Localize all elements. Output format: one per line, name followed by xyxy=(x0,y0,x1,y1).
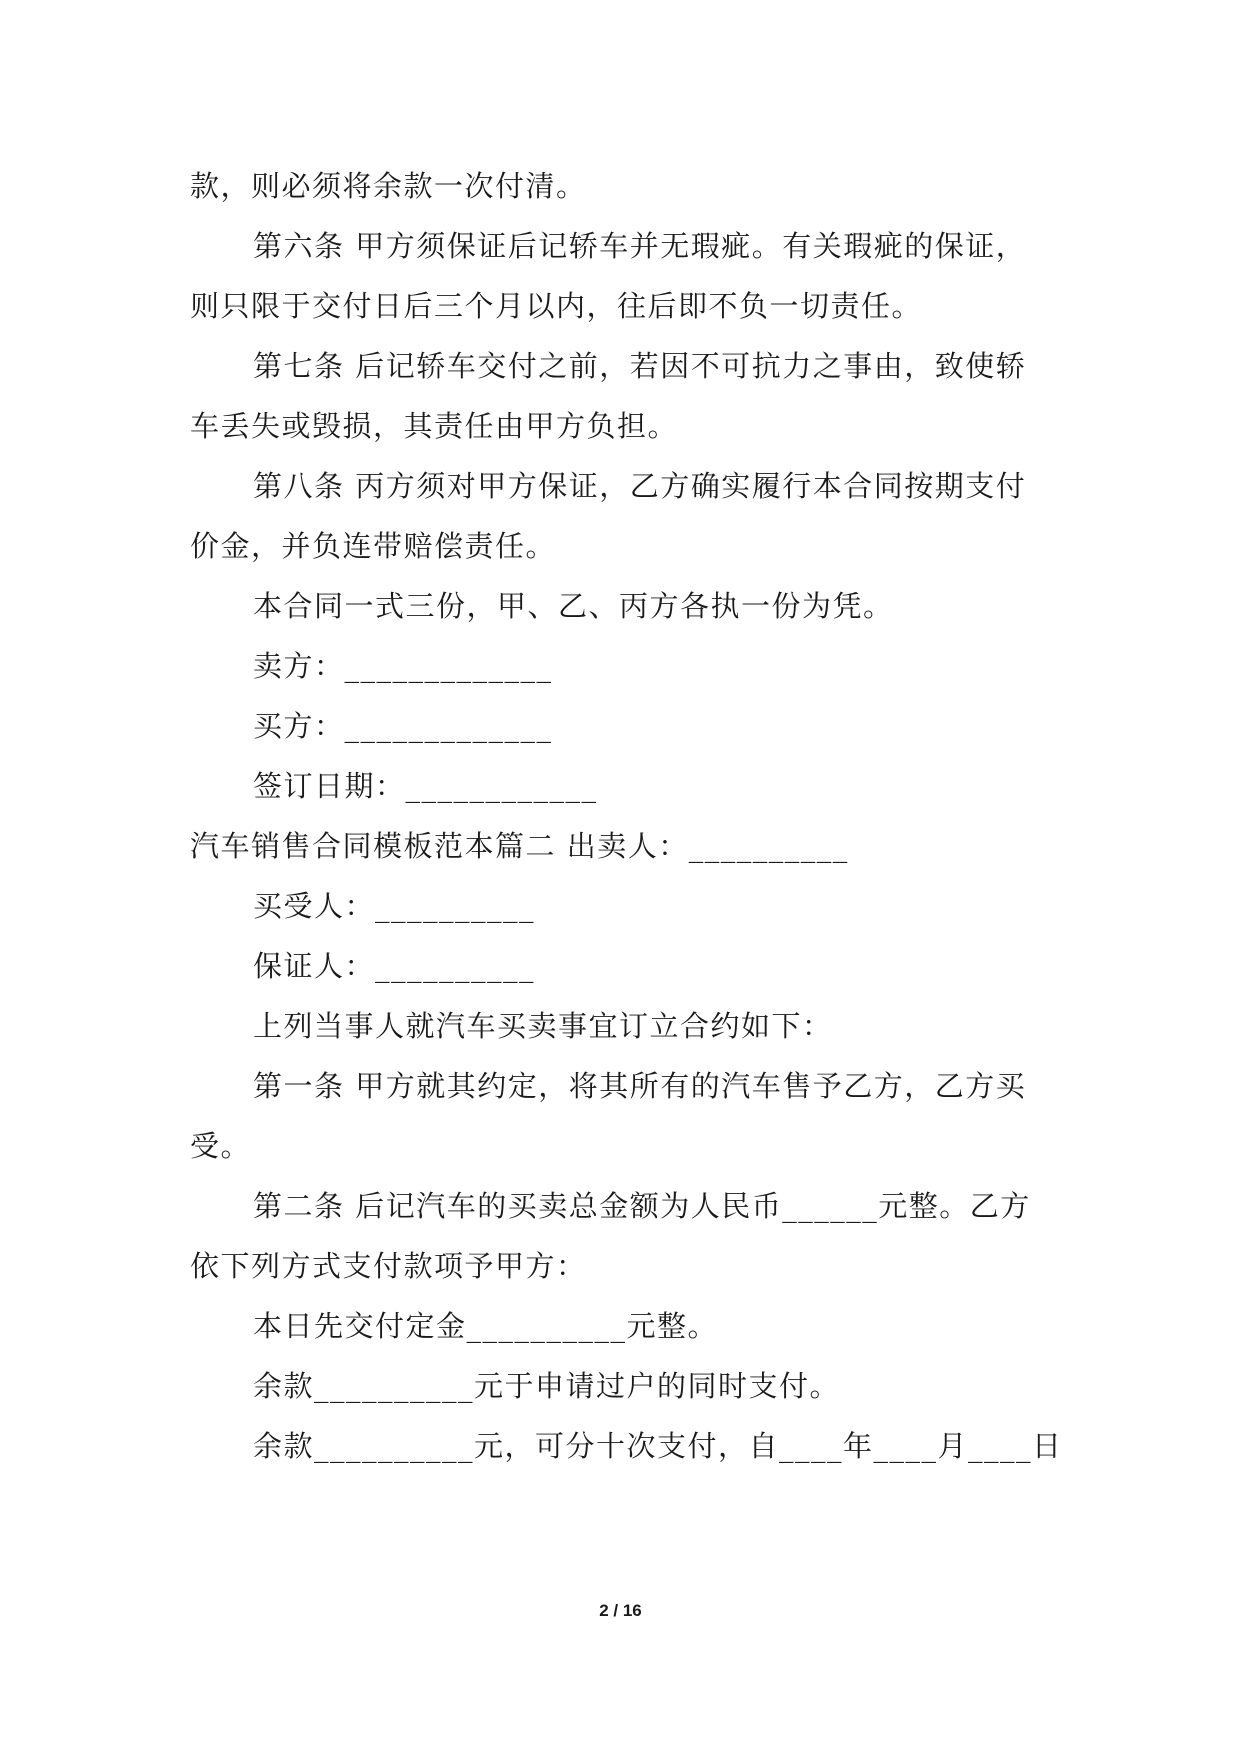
paragraph-line: 价金，并负连带赔偿责任。 xyxy=(190,529,557,563)
deposit-line: 本日先交付定金__________元整。 xyxy=(253,1309,719,1343)
article-one-line: 第一条 甲方就其约定，将其所有的汽车售予乙方，乙方买 xyxy=(253,1069,1027,1103)
balance-transfer-line: 余款__________元于申请过户的同时支付。 xyxy=(253,1369,841,1403)
buyer-signature-line: 买方：_____________ xyxy=(253,709,553,743)
balance-installment-line: 余款__________元，可分十次支付，自____年____月____日 xyxy=(253,1429,1063,1463)
paragraph-line: 车丢失或毁损，其责任由甲方负担。 xyxy=(190,409,679,443)
article-six-line: 第六条 甲方须保证后记轿车并无瑕疵。有关瑕疵的保证， xyxy=(253,229,1027,263)
paragraph-line: 依下列方式支付款项予甲方： xyxy=(190,1249,587,1283)
preamble-line: 上列当事人就汽车买卖事宜订立合约如下： xyxy=(253,1009,833,1043)
guarantor-line: 保证人：__________ xyxy=(253,949,536,983)
article-eight-line: 第八条 丙方须对甲方保证，乙方确实履行本合同按期支付 xyxy=(253,469,1027,503)
paragraph-line: 受。 xyxy=(190,1129,252,1163)
article-two-line: 第二条 后记汽车的买卖总金额为人民币______元整。乙方 xyxy=(253,1189,1031,1223)
copies-clause-line: 本合同一式三份，甲、乙、丙方各执一份为凭。 xyxy=(253,589,894,623)
paragraph-line: 款，则必须将余款一次付清。 xyxy=(190,169,587,203)
paragraph-line: 则只限于交付日后三个月以内，往后即不负一切责任。 xyxy=(190,289,923,323)
buyer-party-line: 买受人：__________ xyxy=(253,889,536,923)
signing-date-line: 签订日期：____________ xyxy=(253,769,598,803)
page-number: 2 / 16 xyxy=(599,1601,642,1620)
article-seven-line: 第七条 后记轿车交付之前，若因不可抗力之事由，致使轿 xyxy=(253,349,1027,383)
section-two-title-line: 汽车销售合同模板范本篇二 出卖人：__________ xyxy=(190,829,849,863)
seller-signature-line: 卖方：_____________ xyxy=(253,649,553,683)
